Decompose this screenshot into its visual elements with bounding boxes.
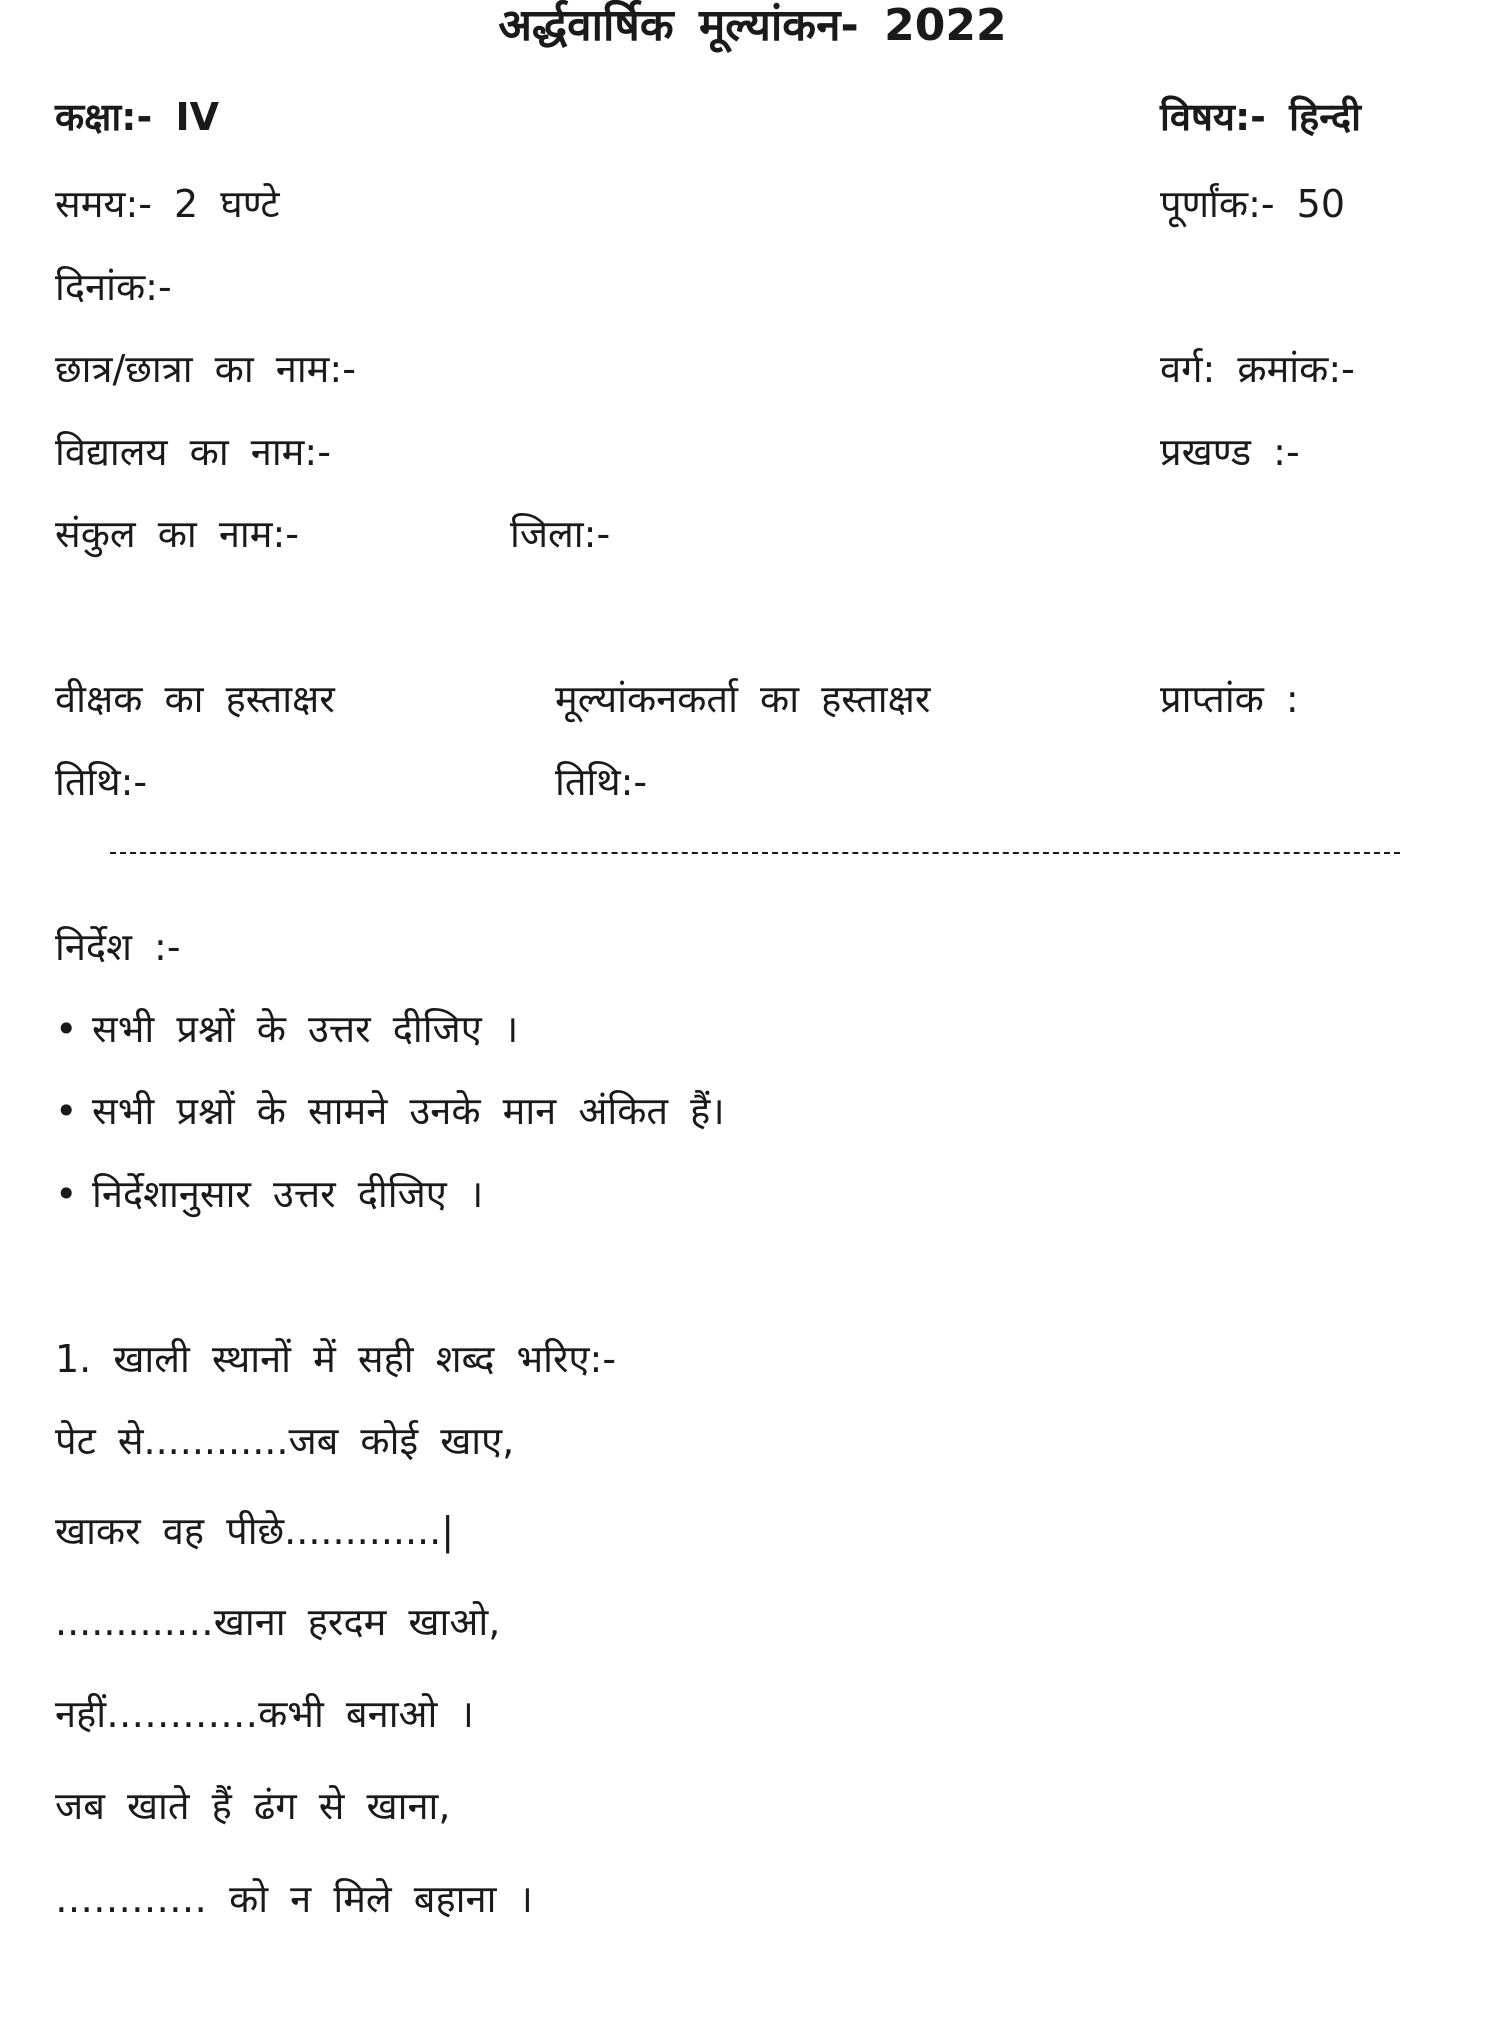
invigilator-date-label: तिथि:- — [55, 760, 148, 804]
school-name-label: विद्यालय का नाम:- — [55, 430, 331, 474]
poem-line: जब खाते हैं ढंग से खाना, — [55, 1784, 451, 1828]
bullet-icon: • — [55, 1089, 78, 1133]
marks-obtained-label: प्राप्तांक : — [1160, 677, 1299, 721]
cluster-name-label: संकुल का नाम:- — [55, 512, 299, 556]
poem-line: ..........…खाना हरदम खाओ, — [55, 1600, 501, 1644]
invigilator-signature-label: वीक्षक का हस्ताक्षर — [55, 677, 335, 721]
block-label: प्रखण्ड :- — [1160, 430, 1300, 474]
roll-number-label: वर्ग: क्रमांक:- — [1160, 347, 1355, 391]
subject-label: विषय:- हिन्दी — [1160, 95, 1361, 139]
district-label: जिला:- — [510, 512, 611, 556]
bullet-icon: • — [55, 1172, 78, 1216]
poem-line: खाकर वह पीछे.............| — [55, 1509, 455, 1553]
date-label: दिनांक:- — [55, 265, 172, 309]
student-name-label: छात्र/छात्रा का नाम:- — [55, 347, 356, 391]
class-label: कक्षा:- IV — [55, 95, 220, 139]
full-marks-label: पूर्णांक:- 50 — [1160, 182, 1346, 226]
bullet-icon: • — [55, 1007, 78, 1051]
poem-line: ………… को न मिले बहाना । — [55, 1877, 533, 1921]
page-title: अर्द्धवार्षिक मूल्यांकन- 2022 — [498, 0, 1007, 51]
section-divider — [110, 852, 1400, 854]
evaluator-signature-label: मूल्यांकनकर्ता का हस्ताक्षर — [555, 677, 931, 721]
evaluator-date-label: तिथि:- — [555, 760, 648, 804]
instruction-item: सभी प्रश्नों के उत्तर दीजिए । — [92, 1007, 519, 1051]
instructions-heading: निर्देश :- — [55, 925, 181, 969]
instruction-item: निर्देशानुसार उत्तर दीजिए । — [92, 1172, 484, 1216]
poem-line: पेट से............जब कोई खाए, — [55, 1419, 515, 1463]
question-1-prompt: 1. खाली स्थानों में सही शब्द भरिए:- — [55, 1337, 617, 1381]
poem-line: नहीं…………कभी बनाओ । — [55, 1692, 474, 1736]
instruction-item: सभी प्रश्नों के सामने उनके मान अंकित हैं। — [92, 1089, 725, 1133]
time-label: समय:- 2 घण्टे — [55, 182, 280, 226]
